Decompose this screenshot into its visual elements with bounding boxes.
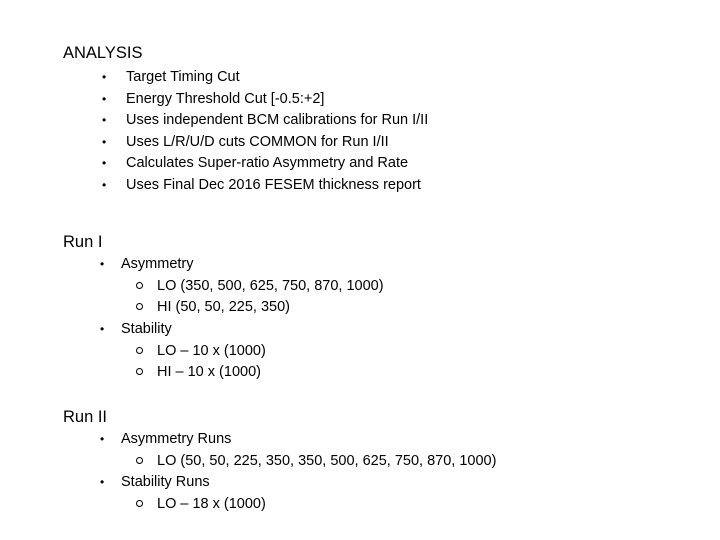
bullet-icon: • <box>100 475 105 489</box>
bullet-icon: • <box>102 156 107 170</box>
analysis-item: Target Timing Cut <box>126 69 240 85</box>
run1-group-label: Stability <box>121 321 172 337</box>
run2-group-label: Asymmetry Runs <box>121 431 232 447</box>
run1-group-label: Asymmetry <box>121 256 194 272</box>
analysis-item: Uses Final Dec 2016 FESEM thickness report <box>126 177 421 193</box>
analysis-item: Uses L/R/U/D cuts COMMON for Run I/II <box>126 134 389 150</box>
bullet-icon: • <box>100 257 105 271</box>
run2-group-label: Stability Runs <box>121 474 210 490</box>
circle-bullet-icon <box>136 303 143 310</box>
run1-subitem: LO – 10 x (1000) <box>157 343 266 359</box>
run2-heading: Run II <box>63 408 108 426</box>
circle-bullet-icon <box>136 500 143 507</box>
analysis-heading: ANALYSIS <box>63 44 143 62</box>
bullet-icon: • <box>102 178 107 192</box>
run1-subitem: HI (50, 50, 225, 350) <box>157 299 290 315</box>
analysis-item: Uses independent BCM calibrations for Run I/II <box>126 112 429 128</box>
run1-subitem: LO (350, 500, 625, 750, 870, 1000) <box>157 278 384 294</box>
bullet-icon: • <box>100 432 105 446</box>
analysis-item: Energy Threshold Cut [-0.5:+2] <box>126 91 325 107</box>
run1-heading: Run I <box>63 233 103 251</box>
circle-bullet-icon <box>136 368 143 375</box>
bullet-icon: • <box>102 113 107 127</box>
bullet-icon: • <box>102 135 107 149</box>
bullet-icon: • <box>102 70 107 84</box>
circle-bullet-icon <box>136 457 143 464</box>
circle-bullet-icon <box>136 347 143 354</box>
bullet-icon: • <box>102 92 107 106</box>
run1-subitem: HI – 10 x (1000) <box>157 364 261 380</box>
run2-subitem: LO (50, 50, 225, 350, 350, 500, 625, 750, 870, 1000) <box>157 453 497 469</box>
analysis-item: Calculates Super-ratio Asymmetry and Rate <box>126 155 409 171</box>
bullet-icon: • <box>100 322 105 336</box>
run2-subitem: LO – 18 x (1000) <box>157 496 266 512</box>
circle-bullet-icon <box>136 282 143 289</box>
